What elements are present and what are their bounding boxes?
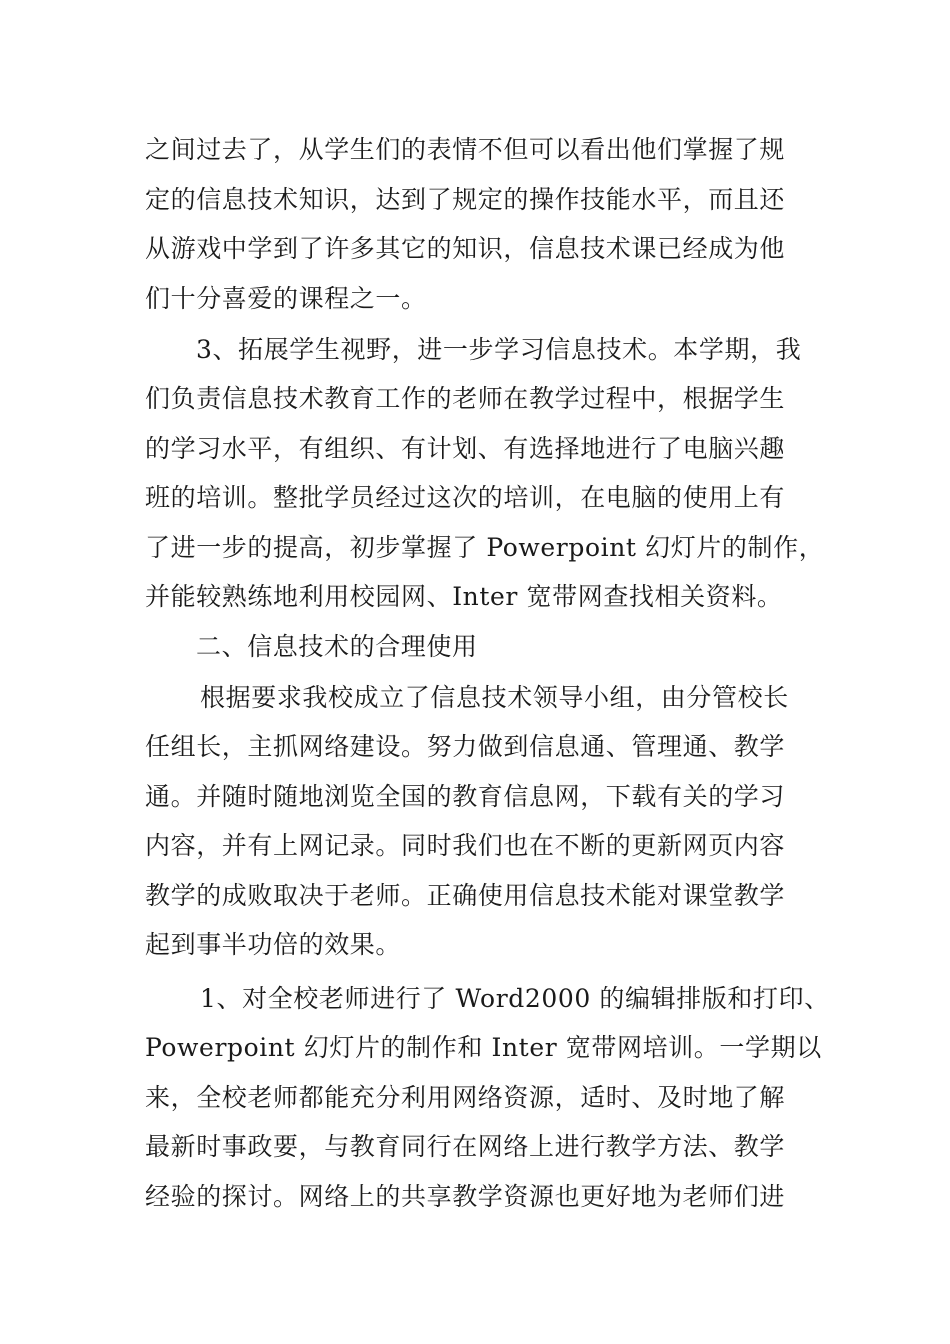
text-line: 从游戏中学到了许多其它的知识，信息技术课已经成为他 bbox=[145, 234, 786, 263]
text-line: 最新时事政要，与教育同行在网络上进行教学方法、教学 bbox=[145, 1132, 786, 1161]
text-line: 经验的探讨。网络上的共享教学资源也更好地为老师们进 bbox=[145, 1182, 786, 1211]
text-line: 们负责信息技术教育工作的老师在教学过程中，根据学生 bbox=[145, 384, 786, 413]
text-line: 之间过去了，从学生们的表情不但可以看出他们掌握了规 bbox=[145, 135, 786, 164]
text-line: 3、拓展学生视野，进一步学习信息技术。本学期，我 bbox=[196, 335, 802, 364]
text-line: 起到事半功倍的效果。 bbox=[145, 930, 402, 959]
text-line: 的学习水平，有组织、有计划、有选择地进行了电脑兴趣 bbox=[145, 434, 786, 463]
text-line: 并能较熟练地利用校园网、Inter 宽带网查找相关资料。 bbox=[145, 582, 783, 611]
section-heading: 二、信息技术的合理使用 bbox=[196, 632, 478, 661]
text-line: 任组长，主抓网络建设。努力做到信息通、管理通、教学 bbox=[145, 732, 786, 761]
text-line: 教学的成败取决于老师。正确使用信息技术能对课堂教学 bbox=[145, 881, 786, 910]
text-line: 班的培训。整批学员经过这次的培训，在电脑的使用上有 bbox=[145, 483, 786, 512]
text-line: 来，全校老师都能充分利用网络资源，适时、及时地了解 bbox=[145, 1083, 786, 1112]
text-line: 1、对全校老师进行了 Word2000 的编辑排版和打印、 bbox=[200, 984, 830, 1013]
text-line: 通。并随时随地浏览全国的教育信息网，下载有关的学习 bbox=[145, 782, 786, 811]
text-line: 根据要求我校成立了信息技术领导小组，由分管校长 bbox=[200, 683, 789, 712]
text-line: 了进一步的提高，初步掌握了 Powerpoint 幻灯片的制作， bbox=[145, 533, 825, 562]
text-line: 内容，并有上网记录。同时我们也在不断的更新网页内容 bbox=[145, 831, 786, 860]
text-line: 们十分喜爱的课程之一。 bbox=[145, 284, 427, 313]
text-line: Powerpoint 幻灯片的制作和 Inter 宽带网培训。一学期以 bbox=[145, 1033, 822, 1062]
text-line: 定的信息技术知识，达到了规定的操作技能水平，而且还 bbox=[145, 185, 786, 214]
